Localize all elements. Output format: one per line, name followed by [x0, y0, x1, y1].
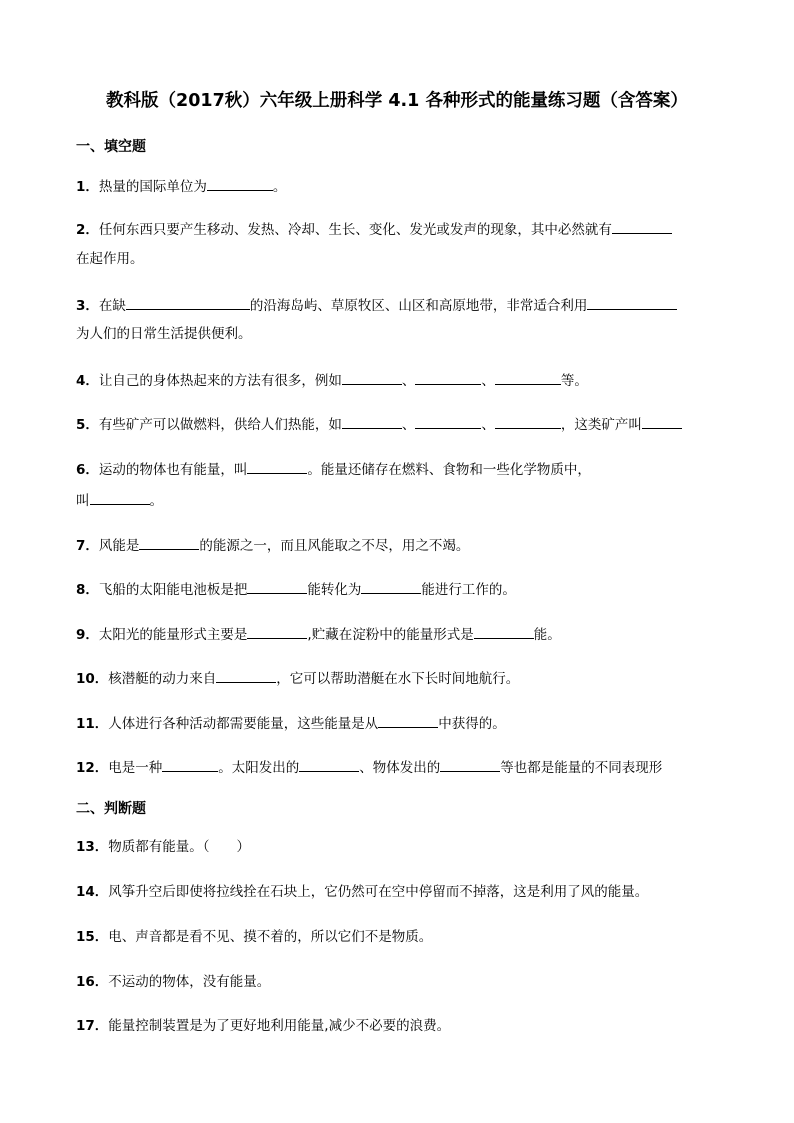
question-text: 飞船的太阳能电池板是把 [98, 582, 248, 598]
question-number: 3． [76, 298, 99, 314]
question-3 [76, 295, 677, 315]
answer-blank [378, 713, 438, 728]
question-text: 电是一种 [108, 760, 163, 776]
answer-blank [216, 668, 276, 683]
question-text: 不运动的物体，没有能量。 [108, 974, 271, 990]
question-number: 6． [76, 462, 99, 478]
question-text: 物质都有能量。（ ） [108, 839, 251, 855]
question-text: 、物体发出的 [359, 760, 441, 776]
question-text: 。 [149, 493, 163, 509]
question-16 [76, 973, 270, 991]
question-text: ,贮藏在淀粉中的能量形式是 [307, 627, 474, 643]
question-text: 让自己的身体热起来的方法有很多，例如 [98, 373, 342, 389]
question-text: 电、声音都是看不见、摸不着的，所以它们不是物质。 [108, 929, 433, 945]
answer-blank [126, 295, 250, 310]
question-text: 任何东西只要产生移动、发热、冷却、生长、变化、发光或发声的现象，其中必然就有 [98, 222, 612, 238]
question-number: 7． [76, 538, 99, 554]
question-14 [76, 883, 648, 901]
question-12 [76, 757, 662, 777]
question-6 [76, 459, 591, 479]
answer-blank [247, 624, 307, 639]
question-text: 、 [481, 373, 495, 389]
answer-blank [415, 370, 481, 385]
question-8 [76, 579, 516, 599]
question-text: 人体进行各种活动都需要能量，这些能量是从 [108, 716, 379, 732]
question-number: 1． [76, 179, 99, 195]
question-text: ，这类矿产叫 [560, 417, 642, 433]
question-text: 能进行工作的。 [421, 582, 516, 598]
question-text: 能量控制装置是为了更好地利用能量,减少不必要的浪费。 [108, 1018, 451, 1034]
question-text: 太阳光的能量形式主要是 [98, 627, 248, 643]
question-text: 的能源之一，而且风能取之不尽，用之不竭。 [199, 538, 470, 554]
question-4 [76, 370, 588, 390]
question-2 [76, 219, 672, 239]
question-text: 在起作用。 [76, 251, 144, 267]
answer-blank [247, 579, 307, 594]
question-6-line2 [76, 490, 163, 510]
question-text: 等也都是能量的不同表现形 [500, 760, 663, 776]
question-text: 运动的物体也有能量，叫 [98, 462, 248, 478]
question-5 [76, 414, 682, 434]
answer-blank [642, 414, 682, 429]
answer-blank [162, 757, 218, 772]
question-9 [76, 624, 561, 644]
question-text: 核潜艇的动力来自 [108, 671, 217, 687]
question-text: 有些矿产可以做燃料，供给人们热能，如 [98, 417, 342, 433]
question-13 [76, 838, 250, 856]
answer-blank [495, 370, 561, 385]
answer-blank [587, 295, 677, 310]
question-10 [76, 668, 519, 688]
question-text: 。能量还储存在燃料、食物和一些化学物质中， [307, 462, 591, 478]
answer-blank [612, 219, 672, 234]
question-text: 风能是 [98, 538, 140, 554]
answer-blank [342, 370, 402, 385]
question-17 [76, 1017, 450, 1035]
question-text: ，它可以帮助潜艇在水下长时间地航行。 [276, 671, 520, 687]
question-number: 4． [76, 373, 99, 389]
answer-blank [440, 757, 500, 772]
question-text: 叫 [76, 493, 90, 509]
question-number: 17． [76, 1018, 109, 1034]
question-7 [76, 535, 469, 555]
answer-blank [207, 176, 273, 191]
question-text: 风筝升空后即使将拉线拴在石块上，它仍然可在空中停留而不掉落，这是利用了风的能量。 [108, 884, 649, 900]
question-text: 、 [401, 373, 416, 389]
question-text: 、 [401, 417, 416, 433]
question-3-line2 [76, 325, 252, 343]
question-number: 10． [76, 671, 109, 687]
question-text: 等。 [560, 373, 588, 389]
question-text: 为人们的日常生活提供便利。 [76, 326, 252, 342]
question-text: 在缺 [98, 298, 126, 314]
question-number: 12． [76, 760, 109, 776]
section-heading-true-false: 二、判断题 [76, 801, 146, 817]
question-number: 8． [76, 582, 99, 598]
answer-blank [342, 414, 402, 429]
question-2-line2 [76, 250, 144, 268]
question-number: 2． [76, 222, 99, 238]
question-11 [76, 713, 506, 733]
question-number: 5． [76, 417, 99, 433]
question-text: 中获得的。 [438, 716, 506, 732]
question-text: 的沿海岛屿、草原牧区、山区和高原地带，非常适合利用 [249, 298, 588, 314]
page-title: 教科版（2017秋）六年级上册科学 4.1 各种形式的能量练习题（含答案） [106, 91, 688, 111]
answer-blank [415, 414, 481, 429]
question-number: 16． [76, 974, 109, 990]
answer-blank [247, 459, 307, 474]
question-number: 11． [76, 716, 109, 732]
answer-blank [139, 535, 199, 550]
answer-blank [361, 579, 421, 594]
question-text: 热量的国际单位为 [98, 179, 207, 195]
question-number: 9． [76, 627, 99, 643]
question-text: 。 [272, 179, 287, 195]
answer-blank [495, 414, 561, 429]
answer-blank [299, 757, 359, 772]
question-number: 14． [76, 884, 109, 900]
question-text: 能。 [533, 627, 561, 643]
question-number: 15． [76, 929, 109, 945]
question-text: 、 [481, 417, 495, 433]
answer-blank [474, 624, 534, 639]
question-15 [76, 928, 432, 946]
answer-blank [90, 490, 150, 505]
question-text: 能转化为 [307, 582, 362, 598]
question-number: 13． [76, 839, 109, 855]
question-1 [76, 176, 286, 196]
question-text: 。太阳发出的 [218, 760, 300, 776]
section-heading-fill-in: 一、填空题 [76, 139, 146, 155]
